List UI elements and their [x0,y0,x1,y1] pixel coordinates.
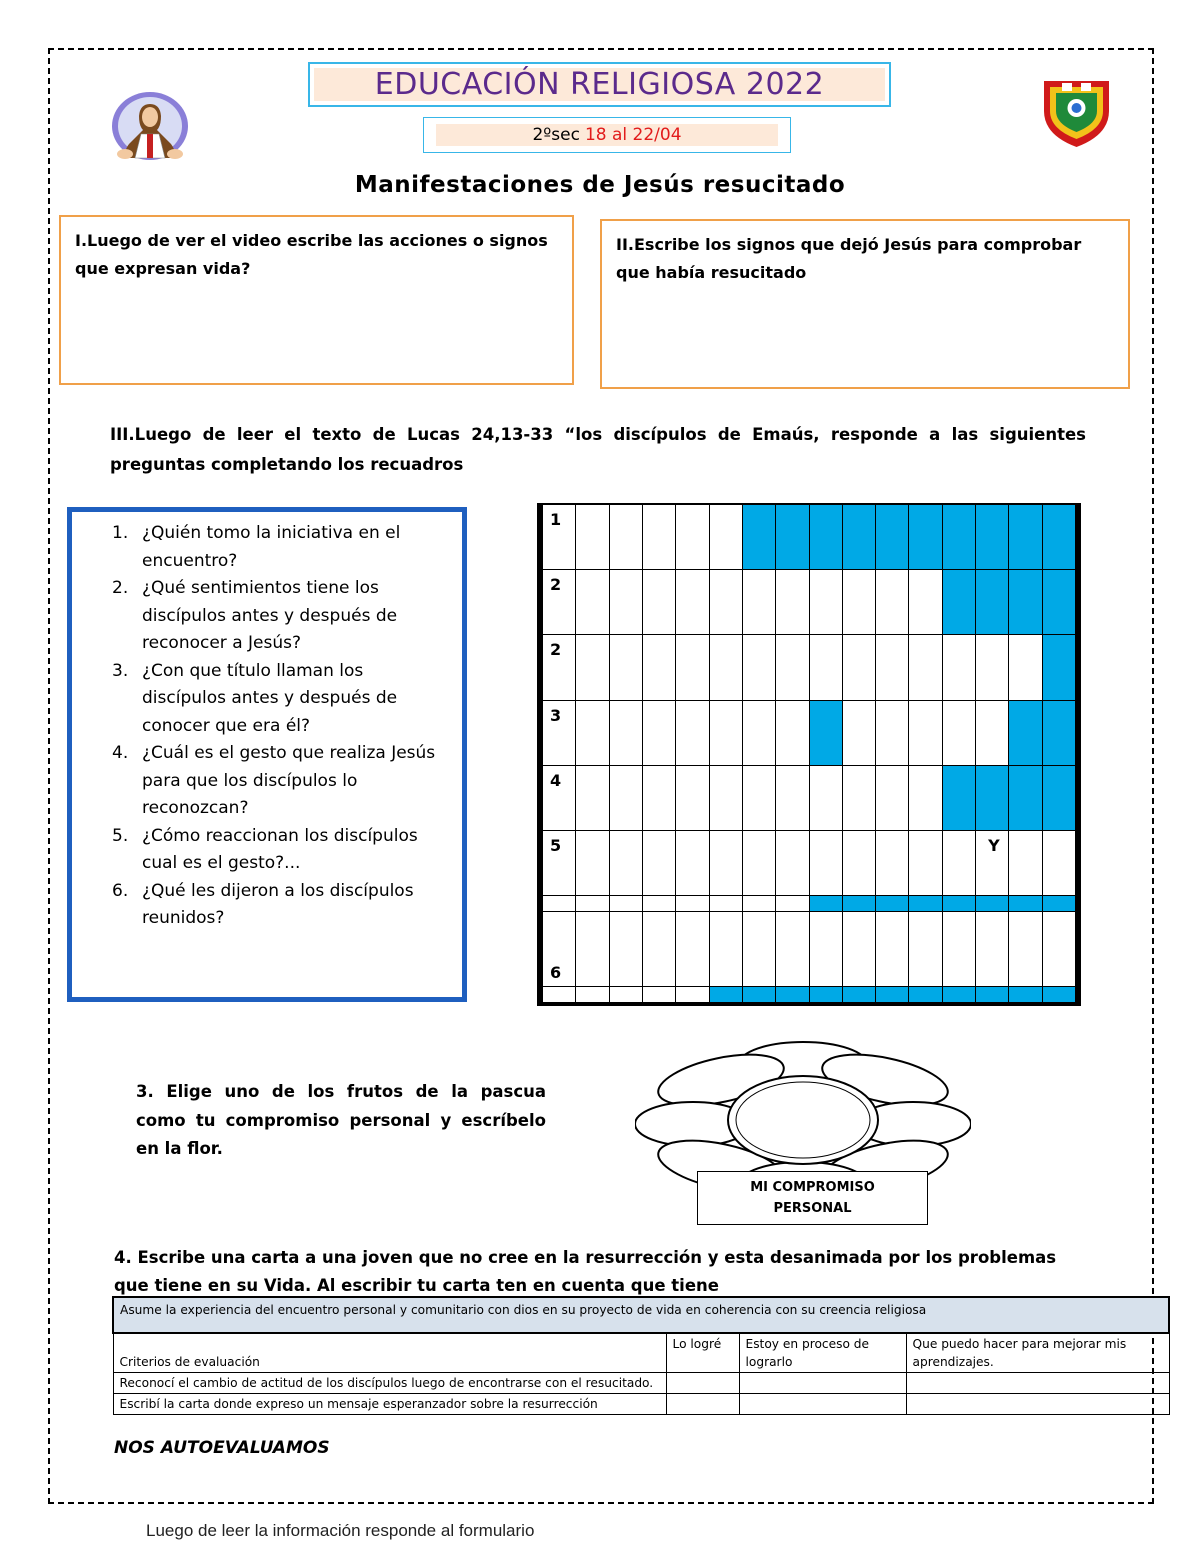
crossword-grid [537,503,1081,1006]
crossword-cell[interactable] [909,911,942,987]
crossword-row [543,505,1076,570]
crossword-cell[interactable] [676,505,709,570]
crossword-cell[interactable] [876,570,909,635]
crossword-cell[interactable] [742,700,775,765]
crossword-cell[interactable] [976,987,1009,1003]
section-2-answer-box[interactable] [600,219,1130,389]
crossword-row [543,635,1076,700]
school-shield-logo [1040,75,1113,149]
crossword-cell[interactable] [1042,635,1075,700]
crossword-cell[interactable] [776,570,809,635]
crossword-cell[interactable] [776,911,809,987]
commitment-prompt: 3. Elige uno de los frutos de la pascua como tu compromiso personal y escríbelo en la flor. [136,1082,546,1158]
crossword-cell[interactable] [942,830,975,895]
crossword-cell[interactable] [909,987,942,1003]
rubric-competency: Asume la experiencia del encuentro personal y comunitario con dios en su proyecto de vida en coherencia con su creencia religiosa [113,1297,1169,1333]
crossword-cell[interactable] [776,700,809,765]
crossword-cell[interactable] [742,765,775,830]
crossword-cell[interactable] [976,765,1009,830]
rubric-header-improve: Que puedo hacer para mejorar mis aprendizajes. [906,1333,1169,1373]
crossword-cell[interactable] [742,830,775,895]
crossword-cell[interactable] [909,765,942,830]
crossword-cell[interactable] [976,505,1009,570]
crossword-cell[interactable] [609,830,642,895]
crossword-cell[interactable] [876,635,909,700]
rubric-cell-in-progress[interactable] [739,1373,906,1394]
crossword-cell[interactable] [609,987,642,1003]
crossword-cell[interactable] [642,911,675,987]
crossword-cell[interactable] [909,700,942,765]
crossword-cell[interactable] [676,987,709,1003]
crossword-row [543,830,1076,895]
crossword-cell[interactable] [809,830,842,895]
question-item: 4. ¿Cuál es el gesto que realiza Jesús para que los discípulos lo reconozcan? [112,743,436,818]
question-item: 6. ¿Qué les dijeron a los discípulos reunidos? [112,880,414,928]
crossword-cell[interactable] [776,765,809,830]
crossword-cell[interactable] [642,896,675,912]
crossword-cell[interactable] [576,896,609,912]
crossword-cell[interactable] [1042,505,1075,570]
crossword-cell[interactable] [1009,635,1042,700]
crossword-cell[interactable] [1009,830,1042,895]
questions-box [67,507,467,1002]
crossword-cell[interactable] [576,505,609,570]
crossword-cell[interactable] [1009,700,1042,765]
section-3-prompt: III.Luego de leer el texto de Lucas 24,13-33 “los discípulos de Emaús, responde a las siguientes preguntas completando los recuadros [110,425,1086,474]
crossword-cell[interactable] [642,570,675,635]
crossword-cell[interactable] [709,765,742,830]
crossword-cell[interactable] [709,911,742,987]
crossword-cell[interactable] [576,830,609,895]
crossword-row-number: 6 [543,911,576,987]
crossword-cell[interactable] [942,765,975,830]
self-evaluation-heading: NOS AUTOEVALUAMOS [114,1438,330,1458]
crossword-row [543,765,1076,830]
crossword-cell[interactable] [609,765,642,830]
crossword-cell[interactable] [742,911,775,987]
crossword-cell[interactable] [676,635,709,700]
crossword-cell[interactable] [642,700,675,765]
crossword-cell[interactable] [609,570,642,635]
crossword-row [543,896,1076,912]
crossword-cell[interactable] [1042,765,1075,830]
crossword-cell[interactable] [876,700,909,765]
rubric-table [112,1296,1168,1415]
rubric-header-achieved: Lo logré [666,1333,739,1373]
table-row [113,1373,1169,1394]
crossword-cell[interactable] [909,635,942,700]
crossword-cell[interactable] [842,896,875,912]
crossword-cell[interactable] [942,505,975,570]
crossword-row [543,987,1076,1003]
table-row [113,1394,1169,1415]
crossword-cell[interactable] [742,635,775,700]
crossword-cell[interactable] [709,700,742,765]
rubric-criterion: Reconocí el cambio de actitud de los discípulos luego de encontrarse con el resucitado. [113,1373,666,1394]
crossword-cell[interactable] [1042,987,1075,1003]
crossword-cell[interactable] [942,896,975,912]
crossword-cell[interactable] [1042,911,1075,987]
crossword-cell[interactable] [709,830,742,895]
crossword-cell[interactable] [609,505,642,570]
crossword-cell[interactable] [776,830,809,895]
crossword-cell[interactable] [942,635,975,700]
crossword-cell[interactable] [576,765,609,830]
crossword-cell[interactable] [742,987,775,1003]
crossword-cell[interactable] [809,987,842,1003]
crossword-letter[interactable]: Y [976,830,1009,895]
date-range: 18 al 22/04 [584,125,682,145]
crossword-cell[interactable] [642,505,675,570]
crossword-row [543,911,1076,987]
footer-note: Luego de leer la información responde al formulario [146,1521,535,1540]
crossword-cell[interactable] [842,505,875,570]
crossword-cell[interactable] [609,896,642,912]
crossword-cell[interactable] [976,911,1009,987]
crossword-cell[interactable] [709,505,742,570]
crossword-row [543,570,1076,635]
crossword-cell[interactable] [676,896,709,912]
crossword-cell[interactable] [1042,830,1075,895]
crossword-cell[interactable] [976,896,1009,912]
rubric-header-criteria: Criterios de evaluación [113,1333,666,1373]
title-banner [308,62,891,107]
rubric-cell-achieved[interactable] [666,1373,739,1394]
section-1-prompt: I.Luego de ver el video escribe las acciones o signos que expresan vida? [75,231,548,278]
crossword-cell[interactable] [976,700,1009,765]
crossword-row-number: 1 [543,505,576,570]
crossword-cell[interactable] [809,765,842,830]
question-item: 2. ¿Qué sentimientos tiene los discípulos antes y después de reconocer a Jesús? [112,578,398,653]
question-item: 1. ¿Quién tomo la iniciativa en el encuentro? [112,523,401,571]
rubric-cell-improve[interactable] [906,1373,1169,1394]
crossword-cell[interactable] [709,635,742,700]
crossword-cell[interactable] [709,987,742,1003]
crossword-cell[interactable] [776,505,809,570]
jesus-logo [105,86,195,164]
crossword-cell[interactable] [676,570,709,635]
crossword-cell[interactable] [809,896,842,912]
crossword-row-number [543,987,576,1003]
rubric-criterion: Escribí la carta donde expreso un mensaje esperanzador sobre la resurrección [113,1394,666,1415]
crossword-row-number: 2 [543,635,576,700]
crossword-row-number: 3 [543,700,576,765]
crossword-cell[interactable] [842,635,875,700]
crossword-cell[interactable] [742,505,775,570]
commitment-label [697,1171,928,1225]
crossword-row-number: 5 [543,830,576,895]
question-item: 5. ¿Cómo reaccionan los discípulos cual es el gesto?... [112,825,418,873]
crossword-cell[interactable] [842,987,875,1003]
crossword-cell[interactable] [942,570,975,635]
grade-date-box [423,117,791,153]
section-1-answer-box[interactable] [59,215,574,385]
crossword-cell[interactable] [676,911,709,987]
crossword-cell[interactable] [809,700,842,765]
crossword-cell[interactable] [1042,570,1075,635]
main-title: Manifestaciones de Jesús resucitado [354,172,846,198]
crossword-cell[interactable] [909,896,942,912]
commitment-label-line1: MI COMPROMISO [750,1180,875,1195]
crossword-cell[interactable] [776,987,809,1003]
crossword-cell[interactable] [776,896,809,912]
crossword-row-number: 4 [543,765,576,830]
crossword-cell[interactable] [842,830,875,895]
crossword-cell[interactable] [642,830,675,895]
rubric-cell-achieved[interactable] [666,1394,739,1415]
crossword-cell[interactable] [609,635,642,700]
crossword-cell[interactable] [942,700,975,765]
crossword-cell[interactable] [576,700,609,765]
crossword-cell[interactable] [1009,505,1042,570]
crossword-cell[interactable] [642,987,675,1003]
crossword-cell[interactable] [609,911,642,987]
crossword-cell[interactable] [976,570,1009,635]
crossword-cell[interactable] [876,830,909,895]
rubric-cell-in-progress[interactable] [739,1394,906,1415]
crossword-cell[interactable] [809,505,842,570]
crossword-cell[interactable] [1009,987,1042,1003]
question-item: 3. ¿Con que título llaman los discípulos antes y después de conocer que era él? [112,660,398,736]
crossword-cell[interactable] [576,570,609,635]
crossword-cell[interactable] [576,987,609,1003]
commitment-label-line2: PERSONAL [773,1201,852,1216]
crossword-cell[interactable] [809,570,842,635]
crossword-cell[interactable] [876,505,909,570]
rubric-cell-improve[interactable] [906,1394,1169,1415]
crossword-cell[interactable] [1009,911,1042,987]
crossword-cell[interactable] [642,765,675,830]
crossword-cell[interactable] [842,765,875,830]
crossword-cell[interactable] [1009,765,1042,830]
crossword-cell[interactable] [809,911,842,987]
crossword-cell[interactable] [709,570,742,635]
crossword-cell[interactable] [1009,896,1042,912]
crossword-cell[interactable] [1009,570,1042,635]
crossword-cell[interactable] [742,570,775,635]
crossword-cell[interactable] [809,635,842,700]
section-2-prompt: II.Escribe los signos que dejó Jesús para comprobar que había resucitado [616,235,1082,282]
crossword-cell[interactable] [976,635,1009,700]
crossword-cell[interactable] [642,635,675,700]
crossword-cell[interactable] [1042,896,1075,912]
crossword-cell[interactable] [676,830,709,895]
grade-label: 2ºsec [532,125,580,145]
crossword-cell[interactable] [909,505,942,570]
crossword-cell[interactable] [709,896,742,912]
crossword-cell[interactable] [876,765,909,830]
crossword-cell[interactable] [876,911,909,987]
crossword-cell[interactable] [942,911,975,987]
crossword-cell[interactable] [676,700,709,765]
crossword-row-number [543,896,576,912]
crossword-cell[interactable] [909,830,942,895]
crossword-cell[interactable] [909,570,942,635]
crossword-cell[interactable] [576,635,609,700]
crossword-cell[interactable] [842,911,875,987]
rubric-header-in-progress: Estoy en proceso de lograrlo [739,1333,906,1373]
crossword-cell[interactable] [576,911,609,987]
crossword-row [543,700,1076,765]
crossword-cell[interactable] [1042,700,1075,765]
crossword-cell[interactable] [776,635,809,700]
crossword-cell[interactable] [942,987,975,1003]
crossword-row-number: 2 [543,570,576,635]
crossword-cell[interactable] [842,570,875,635]
section-4-prompt: 4. Escribe una carta a una joven que no cree en la resurrección y esta desanimada por los problemas que tiene en su Vida. Al escribir tu carta ten en cuenta que tiene [114,1248,1057,1295]
page-heading: EDUCACIÓN RELIGIOSA 2022 [314,68,885,101]
crossword-cell[interactable] [742,896,775,912]
crossword-cell[interactable] [609,700,642,765]
crossword-cell[interactable] [842,700,875,765]
crossword-cell[interactable] [876,987,909,1003]
crossword-cell[interactable] [876,896,909,912]
crossword-cell[interactable] [676,765,709,830]
